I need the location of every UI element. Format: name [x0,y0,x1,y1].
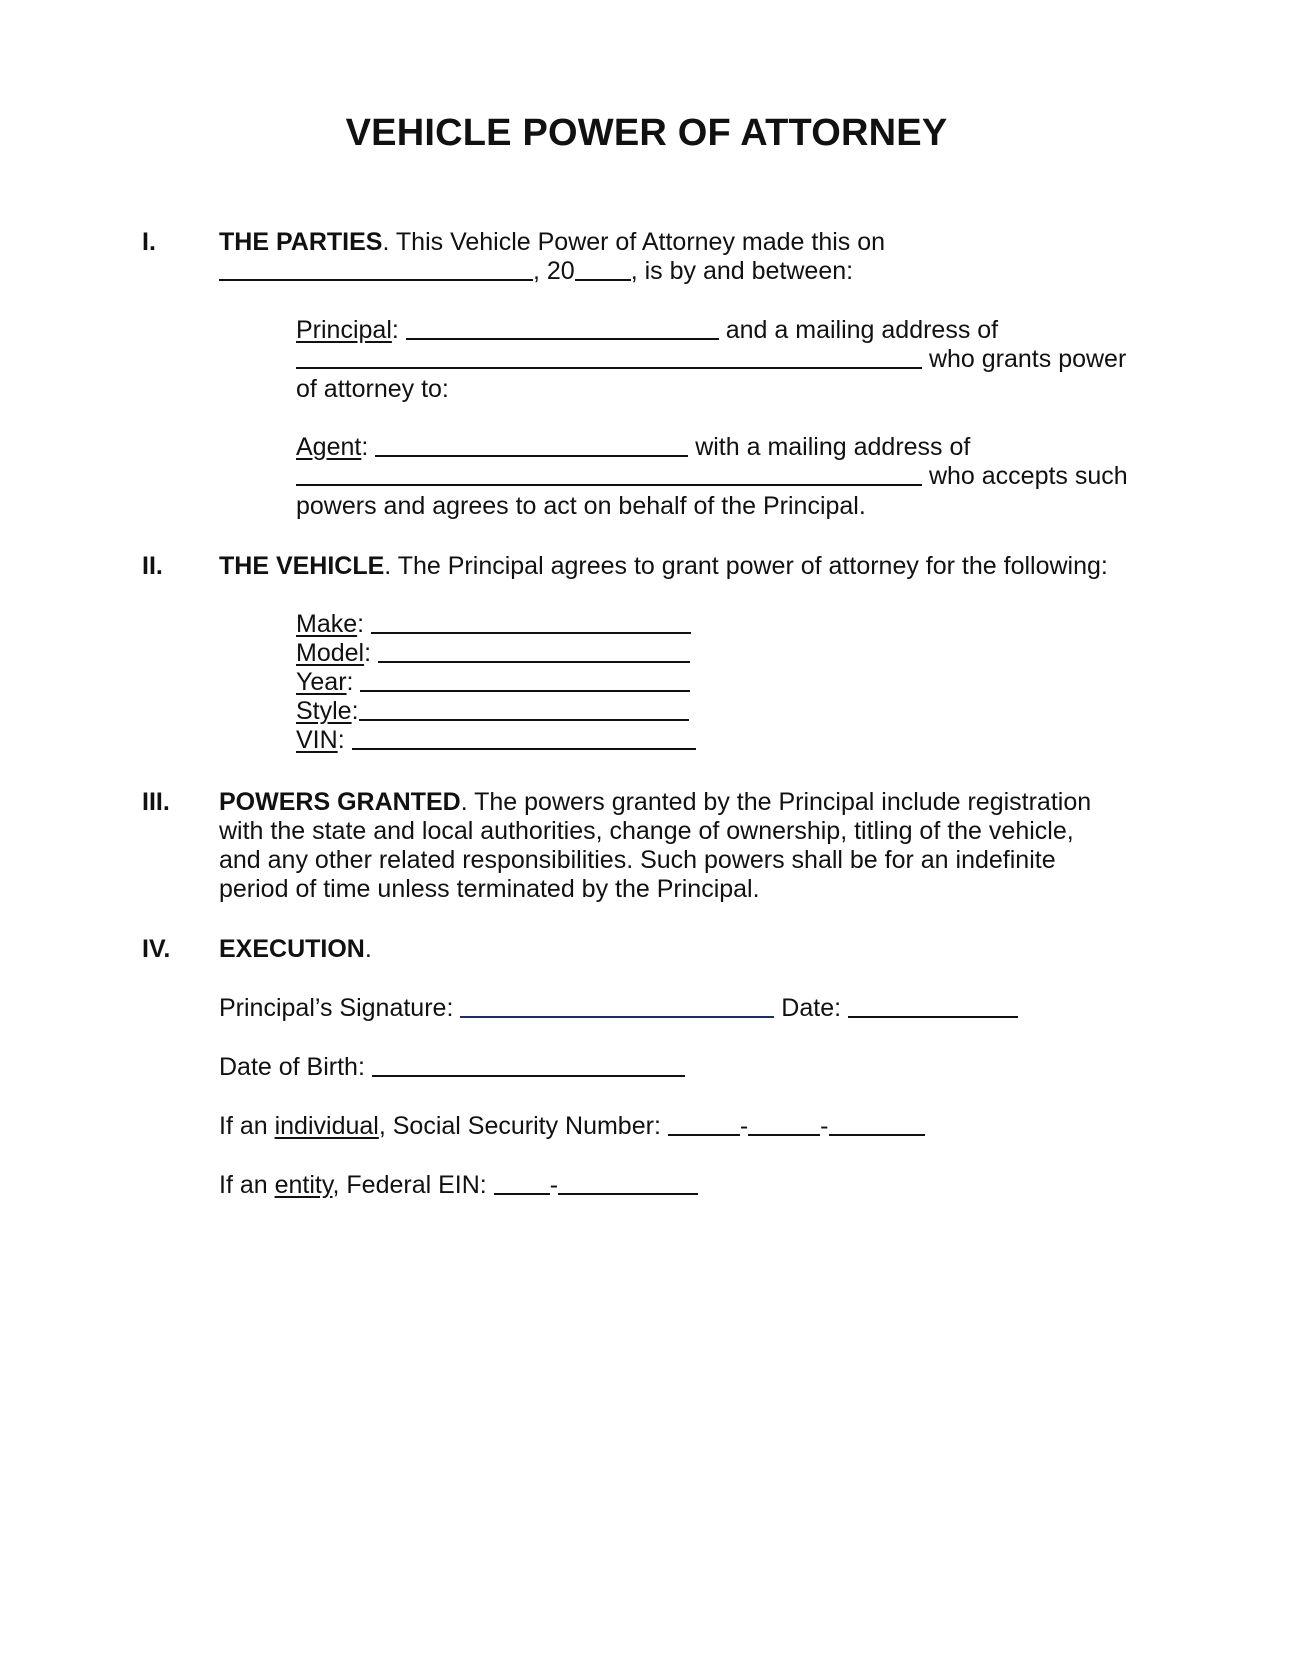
section-3-line-3: and any other related responsibilities. Such powers shall be for an indefinite [219,846,1056,874]
agent-who-text: who accepts such [928,462,1128,490]
ein-part-1-blank[interactable] [494,1171,550,1195]
section-4-heading: EXECUTION [219,935,365,963]
year-blank[interactable] [360,668,690,692]
year-field: Year: [296,668,690,697]
agent-address-line [296,461,1128,491]
section-2-line [219,551,1108,581]
ssn-part-3-blank[interactable] [829,1112,925,1136]
principal-name-blank[interactable] [406,316,719,340]
ssn-prefix: If an [219,1112,275,1140]
vin-label: VIN [296,726,338,754]
vin-field: VIN: [296,726,696,755]
section-2-numeral: II. [142,552,163,580]
principal-line: Principal: and a mailing address of [296,316,999,344]
section-3-line-1 [219,787,1091,817]
section-2-heading: THE VEHICLE [219,552,385,580]
ein-prefix: If an [219,1171,275,1199]
section-1-numeral: I. [142,228,156,256]
make-blank[interactable] [371,610,691,634]
model-label: Model [296,639,365,667]
ein-part-2-blank[interactable] [558,1171,698,1195]
agent-line: Agent: with a mailing address of [296,433,971,461]
document-title: VEHICLE POWER OF ATTORNEY [345,112,948,154]
agent-label: Agent [296,433,362,461]
principal-address-line [296,344,1126,374]
dob-label: Date of Birth: [219,1053,365,1081]
model-field: Model: [296,639,690,668]
style-field: Style: [296,697,689,726]
section-3-heading: POWERS GRANTED [219,788,461,816]
ein-entity-word: entity [274,1171,333,1199]
ssn-line: If an individual, Social Security Number: - - [219,1111,925,1141]
ein-label: , Federal EIN: [332,1171,487,1199]
section-2-text: . The Principal agrees to grant power of attorney for the following: [384,552,1108,580]
section-1-intro-line [219,227,885,257]
section-4-numeral: IV. [142,935,171,963]
section-1-heading: THE PARTIES [219,228,383,256]
section-3-line-2: with the state and local authorities, change of ownership, titling of the vehicle, [219,817,1074,845]
dob-blank[interactable] [372,1053,685,1077]
principal-address-blank[interactable] [296,345,922,369]
section-3-line-4: period of time unless terminated by the Principal. [219,875,760,903]
section-1-intro: . This Vehicle Power of Attorney made this on [382,228,886,256]
agreement-day-blank[interactable] [219,257,533,281]
dob-line [219,1052,685,1082]
style-blank[interactable] [359,697,689,721]
signature-date-label: Date: [781,994,842,1022]
ssn-part-2-blank[interactable] [748,1112,820,1136]
model-blank[interactable] [378,639,690,663]
make-field: Make: [296,610,691,639]
agreement-year-blank[interactable] [575,257,631,281]
section-3-text-1: . The powers granted by the Principal include registration [460,788,1092,816]
principal-label: Principal [296,316,392,344]
ssn-label: , Social Security Number: [378,1112,661,1140]
principal-who-text: who grants power [928,345,1127,373]
principal-end-text: of attorney to: [296,375,449,403]
section-3-numeral: III. [142,788,170,816]
signature-label: Principal’s Signature: [219,994,454,1022]
ein-line: If an entity, Federal EIN: - [219,1170,698,1200]
ssn-individual-word: individual [274,1112,379,1140]
date-tail-text: , is by and between: [630,257,854,285]
agent-after-text: with a mailing address of [695,433,971,461]
make-label: Make [296,610,358,638]
principal-after-text: and a mailing address of [725,316,999,344]
year-label: Year [296,668,347,696]
agent-name-blank[interactable] [375,433,688,457]
signature-line [219,993,1018,1023]
signature-blank[interactable] [460,994,774,1018]
section-4-heading-line [219,934,372,964]
vin-blank[interactable] [352,726,696,750]
signature-date-blank[interactable] [848,994,1018,1018]
section-1-date-line [219,256,853,286]
section-4-heading-end: . [364,935,372,963]
agent-end-text: powers and agrees to act on behalf of the Principal. [296,492,866,520]
date-mid-text: , 20 [533,257,575,285]
style-label: Style [296,697,352,725]
agent-address-blank[interactable] [296,462,922,486]
ssn-part-1-blank[interactable] [668,1112,740,1136]
